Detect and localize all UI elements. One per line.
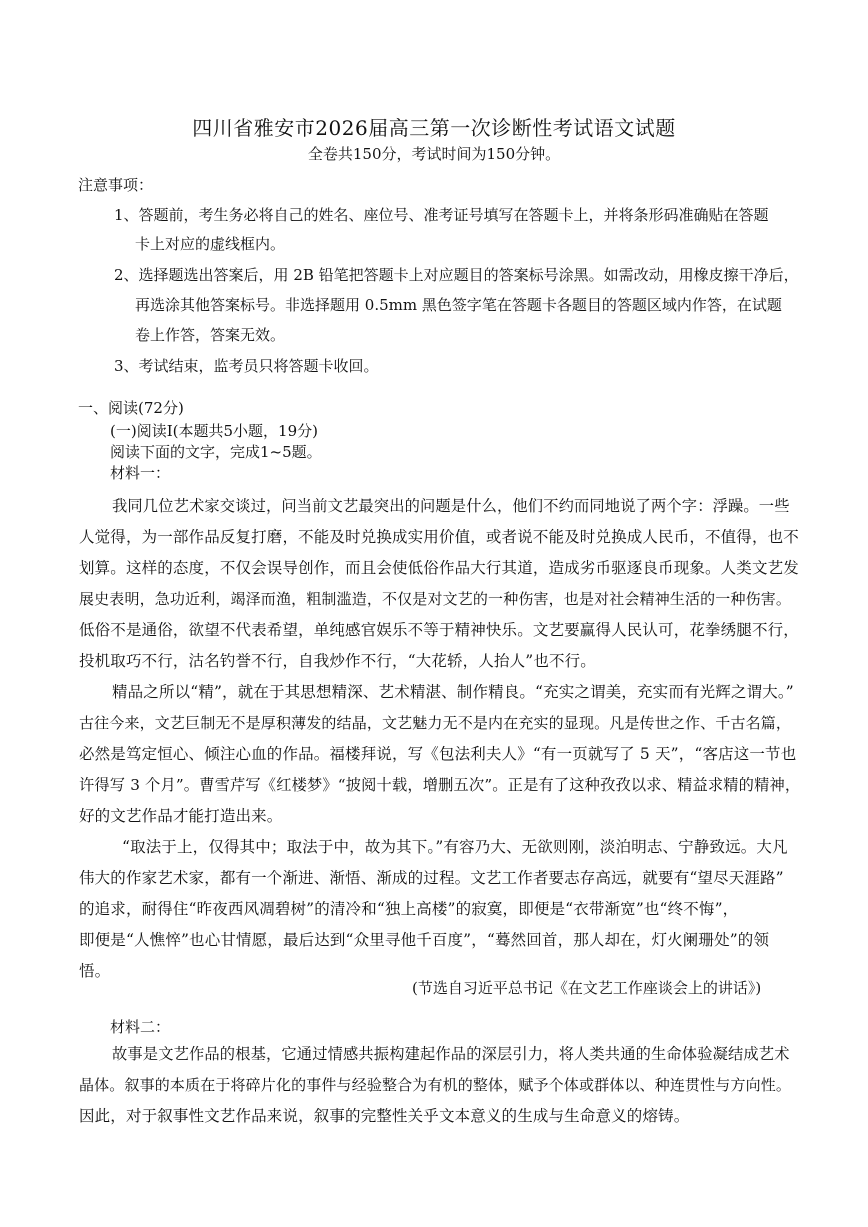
m1-p2-line-4: 许得写 3 个月”。曹雪芹写《红楼梦》“披阅十载，增删五次”。正是有了这种孜孜以求、精益求精的精神，: [79, 776, 801, 794]
m1-p2-line-2: 古往今来，文艺巨制无不是厚积薄发的结晶，文艺魅力无不是内在充实的显现。凡是传世之作、千古名篇，: [79, 714, 792, 732]
material2-label: 材料二：: [110, 1018, 171, 1036]
m1-p3-line-3: 的追求，耐得住“昨夜西风凋碧树”的清冷和“独上高楼”的寂寞，即便是“衣带渐宽”也“终不悔”，: [79, 900, 739, 918]
m1-p1-line-1: 我同几位艺术家交谈过，问当前文艺最突出的问题是什么，他们不约而同地说了两个字：浮躁。一些: [112, 497, 790, 515]
m2-p1-line-2: 晶体。叙事的本质在于将碎片化的事件与经验整合为有机的整体，赋予个体或群体以、种连贯性与方向性。: [79, 1076, 792, 1094]
exam-subtitle: 全卷共150分，考试时间为150分钟。: [307, 145, 561, 163]
notice-item-2-line-2: 再选涂其他答案标号。非选择题用 0.5mm 黑色签字笔在答题卡各题目的答题区域内作答，在试题: [135, 296, 782, 314]
m1-p1-line-2: 人觉得，为一部作品反复打磨，不能及时兑换成实用价值，或者说不能及时兑换成人民币，不值得，也不: [79, 528, 799, 546]
notice-item-2-line-1: 2、选择题选出答案后，用 2B 铅笔把答题卡上对应题目的答案标号涂黑。如需改动，用橡皮擦干净后，: [114, 266, 799, 284]
m1-p1-line-5: 低俗不是通俗，欲望不代表希望，单纯感官娱乐不等于精神快乐。文艺要赢得人民认可，花拳绣腿不行，: [79, 621, 799, 639]
material1-label: 材料一：: [110, 464, 171, 482]
m1-p3-line-2: 伟大的作家艺术家，都有一个渐进、渐悟、渐成的过程。文艺工作者要志存高远，就要有“望尽天涯路”: [79, 869, 784, 887]
m2-p1-line-3: 因此，对于叙事性文艺作品来说，叙事的完整性关乎文本意义的生成与生命意义的熔铸。: [79, 1107, 690, 1125]
m1-p2-line-1: 精品之所以“精”，就在于其思想精深、艺术精湛、制作精良。“充实之谓美，充实而有光辉之谓大。”: [112, 683, 794, 701]
notice-item-2-line-3: 卷上作答，答案无效。: [135, 326, 286, 344]
m1-p3-line-4: 即便是“人憔悴”也心甘情愿，最后达到“众里寻他千百度”，“蓦然回首，那人却在，灯火阑珊处”的领: [79, 931, 770, 949]
section-heading: 一、阅读(72分): [78, 399, 184, 417]
m2-p1-line-1: 故事是文艺作品的根基，它通过情感共振构建起作品的深层引力，将人类共通的生命体验凝结成艺术: [112, 1045, 790, 1063]
m1-p1-line-3: 划算。这样的态度，不仅会误导创作，而且会使低俗作品大行其道，造成劣币驱逐良币现象。人类文艺发: [79, 559, 799, 577]
exam-title: 四川省雅安市2026届高三第一次诊断性考试语文试题: [192, 116, 676, 140]
material1-source: (节选自习近平总书记《在文艺工作座谈会上的讲话》): [412, 979, 762, 997]
m1-p2-line-5: 好的文艺作品才能打造出来。: [79, 807, 283, 825]
m1-p1-line-4: 展史表明，急功近利，竭泽而渔，粗制滥造，不仅是对文艺的一种伤害，也是对社会精神生活的一种伤害。: [79, 590, 792, 608]
m1-p2-line-3: 必然是笃定恒心、倾注心血的作品。福楼拜说，写《包法利夫人》“有一页就写了 5 天”，“客店这一节也: [79, 745, 797, 763]
section-instruction: 阅读下面的文字，完成1~5题。: [110, 443, 322, 461]
m1-p1-line-6: 投机取巧不行，沽名钓誉不行，自我炒作不行，“大花轿，人抬人”也不行。: [79, 652, 596, 670]
m1-p3-line-1: “取法于上，仅得其中；取法于中，故为其下。”有容乃大、无欲则刚，淡泊明志、宁静致远。大凡: [122, 838, 788, 856]
notice-item-3-line-1: 3、考试结束，监考员只将答题卡收回。: [114, 357, 379, 375]
m1-p3-line-5: 悟。: [79, 962, 111, 980]
notice-item-1-line-2: 卡上对应的虚线框内。: [135, 235, 286, 253]
section-subheading: (一)阅读Ⅰ(本题共5小题，19分): [110, 422, 318, 440]
notice-item-1-line-1: 1、答题前，考生务必将自己的姓名、座位号、准考证号填写在答题卡上，并将条形码准确贴在答题: [114, 206, 769, 224]
notice-heading: 注意事项：: [78, 176, 154, 194]
